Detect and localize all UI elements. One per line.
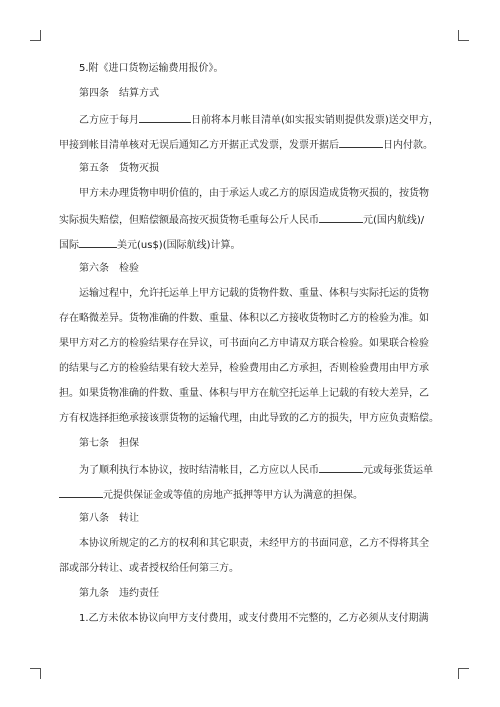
paragraph-line: 国际 美元(us$)(国际航线)计算。 [59,237,444,251]
paragraph-line: 为了顺利执行本协议，按时结清帐目，乙方应以人民币 元或每张货运单 [59,462,444,476]
paragraph-line: 实际损失赔偿，但赔偿额最高按灭损货物毛重每公斤人民币 元(国内航线)/ [59,212,444,226]
paragraph-line: 甲方未办理货物申明价值的，由于承运人或乙方的原因造成货物灭损的，按货物 [79,188,429,199]
crop-mark-bottom-right [458,668,469,679]
article-heading: 第八条 转让 [79,513,139,524]
paragraph-line: 部或部分转让、或者授权给任何第三方。 [59,563,239,574]
blank-field[interactable] [339,137,383,148]
paragraph-line: 元提供保证金或等值的房地产抵押等甲方认为满意的担保。 [59,487,444,501]
blank-field[interactable] [319,462,363,473]
crop-mark-bottom-left [30,668,41,679]
paragraph-line: 方有权选择拒绝承接该票货物的运输代理，由此导致的乙方的损失，甲方应负责赔偿。 [59,413,439,424]
article-heading: 第六条 检验 [79,263,139,274]
paragraph-line: 乙方应于每月 日前将本月帐目清单(如实报实销则提供发票)送交甲方， [59,112,444,126]
paragraph-line: 果甲方对乙方的检验结果存在异议，可书面向乙方申请双方联合检验。如果联合检验 [59,338,429,349]
blank-field[interactable] [319,212,363,223]
article-heading: 第七条 担保 [79,438,139,449]
crop-mark-top-left [30,30,41,41]
paragraph-line: 存在略微差异。货物准确的件数、重量、体积以乙方接收货物时乙方的检验为准。如 [59,313,429,324]
article-heading: 第四条 结算方式 [79,88,159,99]
paragraph-line: 运输过程中，允许托运单上甲方记载的货物件数、重量、体积与实际托运的货物 [79,288,429,299]
crop-mark-top-right [458,30,469,41]
article-heading: 第五条 货物灭损 [79,163,159,174]
paragraph-line: 本协议所规定的乙方的权利和其它职责，未经甲方的书面同意，乙方不得将其全 [79,538,429,549]
paragraph-line: 的结果与乙方的检验结果有较大差异，检验费用由乙方承担，否则检验费用由甲方承 [59,363,429,374]
paragraph-line: 担。如果货物准确的件数、重量、体积与甲方在航空托运单上记载的有较大差异，乙 [59,388,429,399]
attachment-line: 5.附《进口货物运输费用报价》。 [79,63,224,74]
paragraph-line: 甲接到帐目清单核对无误后通知乙方开据正式发票，发票开据后 日内付款。 [59,137,444,151]
paragraph-line: 1.乙方未依本协议向甲方支付费用，或支付费用不完整的，乙方必须从支付期满 [79,613,429,624]
blank-field[interactable] [139,112,191,123]
document-body [59,62,444,626]
article-heading: 第九条 违约责任 [79,588,159,599]
blank-field[interactable] [79,237,117,248]
blank-field[interactable] [59,487,103,498]
